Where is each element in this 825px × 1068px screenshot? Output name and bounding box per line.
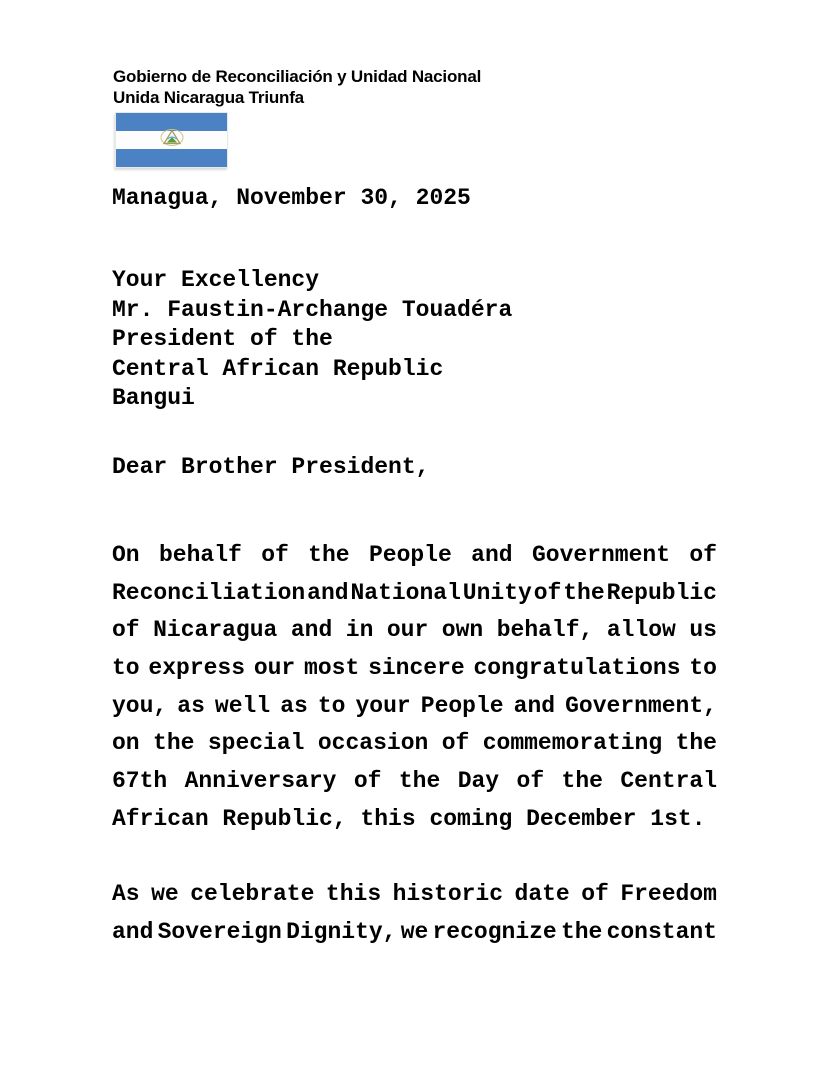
body-line	[112, 537, 717, 575]
body-line	[112, 650, 717, 688]
word: we	[151, 881, 179, 908]
word: as	[177, 692, 205, 719]
body-line	[112, 688, 717, 726]
word: to	[112, 655, 140, 682]
word: our	[386, 617, 429, 644]
word: of	[353, 768, 382, 795]
letterhead-line1: Gobierno de Reconciliación y Unidad Nacional	[113, 67, 482, 86]
word: as	[280, 692, 308, 719]
word: the	[560, 918, 603, 945]
salutation: Dear Brother President,	[112, 454, 430, 480]
word: of	[441, 730, 470, 757]
coat-of-arms-triangle-icon	[160, 129, 184, 152]
word: Government,	[565, 692, 717, 719]
body-paragraph	[112, 876, 717, 951]
word: Central	[620, 768, 717, 795]
word: in	[345, 617, 374, 644]
word: Government	[531, 542, 670, 568]
word: and	[513, 692, 556, 719]
word: own	[441, 617, 484, 644]
word: commemorating	[482, 730, 663, 757]
word: of	[533, 579, 562, 606]
word: and	[307, 579, 349, 606]
dateline: Managua, November 30, 2025	[112, 185, 471, 211]
word: the	[675, 730, 717, 757]
word: express	[148, 655, 246, 682]
word: the	[563, 579, 605, 606]
word: to	[317, 692, 346, 719]
word: the	[561, 768, 603, 795]
word: historic	[392, 881, 504, 908]
word: allow	[606, 617, 676, 644]
word: your	[355, 692, 411, 719]
word: the	[398, 768, 441, 795]
recipient-line: President of the	[112, 326, 333, 353]
word: most	[304, 655, 360, 682]
body-line	[112, 725, 717, 763]
word: On	[112, 542, 140, 568]
recipient-line: Central African Republic	[112, 355, 444, 382]
word: of	[516, 768, 545, 795]
word: the	[308, 542, 350, 568]
word: Dignity,	[286, 918, 397, 945]
word: our	[253, 655, 296, 682]
body-line	[112, 763, 717, 801]
word: of	[581, 881, 609, 908]
word: Day	[457, 768, 500, 795]
flag-stripe-white	[116, 131, 227, 149]
word: well	[214, 692, 271, 719]
word: 67th	[112, 768, 168, 795]
word: Republic	[606, 579, 717, 606]
body-line: African Republic, this coming December 1st.	[112, 805, 706, 832]
word: and	[471, 542, 513, 568]
body-line	[112, 575, 717, 613]
word: As	[112, 881, 140, 908]
word: congratulations	[473, 655, 681, 682]
word: we	[400, 918, 429, 945]
nicaragua-flag	[115, 112, 228, 168]
word: Freedom	[620, 881, 717, 908]
word: this	[325, 881, 382, 908]
word: Sovereign	[157, 918, 282, 945]
word: Nicaragua	[153, 617, 278, 644]
word: constant	[606, 918, 717, 945]
word: celebrate	[190, 881, 315, 908]
body-paragraph	[112, 537, 717, 839]
word: of	[112, 617, 140, 644]
word: the	[153, 730, 195, 757]
word: Reconciliation	[112, 579, 306, 606]
word: date	[514, 881, 570, 908]
word: to	[689, 655, 717, 682]
word: and	[290, 617, 333, 644]
word: People	[368, 542, 452, 568]
body-line	[112, 612, 717, 650]
word: you,	[112, 692, 168, 719]
word: sincere	[368, 655, 465, 682]
word: of	[689, 542, 717, 568]
word: People	[420, 692, 504, 719]
recipient-line: Bangui	[112, 385, 195, 412]
recipient-line: Mr. Faustin-Archange Touadéra	[112, 296, 513, 323]
flag-stripe-blue-bottom	[116, 149, 227, 167]
letter-body	[112, 537, 717, 952]
recipient-line: Your Excellency	[112, 267, 320, 293]
word: on	[112, 730, 140, 757]
word: National	[350, 579, 461, 606]
word: special	[207, 730, 305, 757]
word: Unity	[462, 579, 532, 606]
word: occasion	[317, 730, 429, 757]
recipient-block	[112, 266, 512, 414]
word: behalf,	[496, 617, 594, 644]
word: behalf	[158, 542, 242, 568]
word: Anniversary	[184, 768, 337, 795]
word: recognize	[432, 918, 557, 945]
letterhead	[113, 66, 481, 108]
word: of	[261, 542, 289, 568]
word: and	[112, 918, 154, 945]
word: us	[689, 617, 717, 644]
body-line	[112, 876, 717, 914]
letterhead-line2: Unida Nicaragua Triunfa	[113, 88, 304, 107]
body-line	[112, 914, 717, 952]
